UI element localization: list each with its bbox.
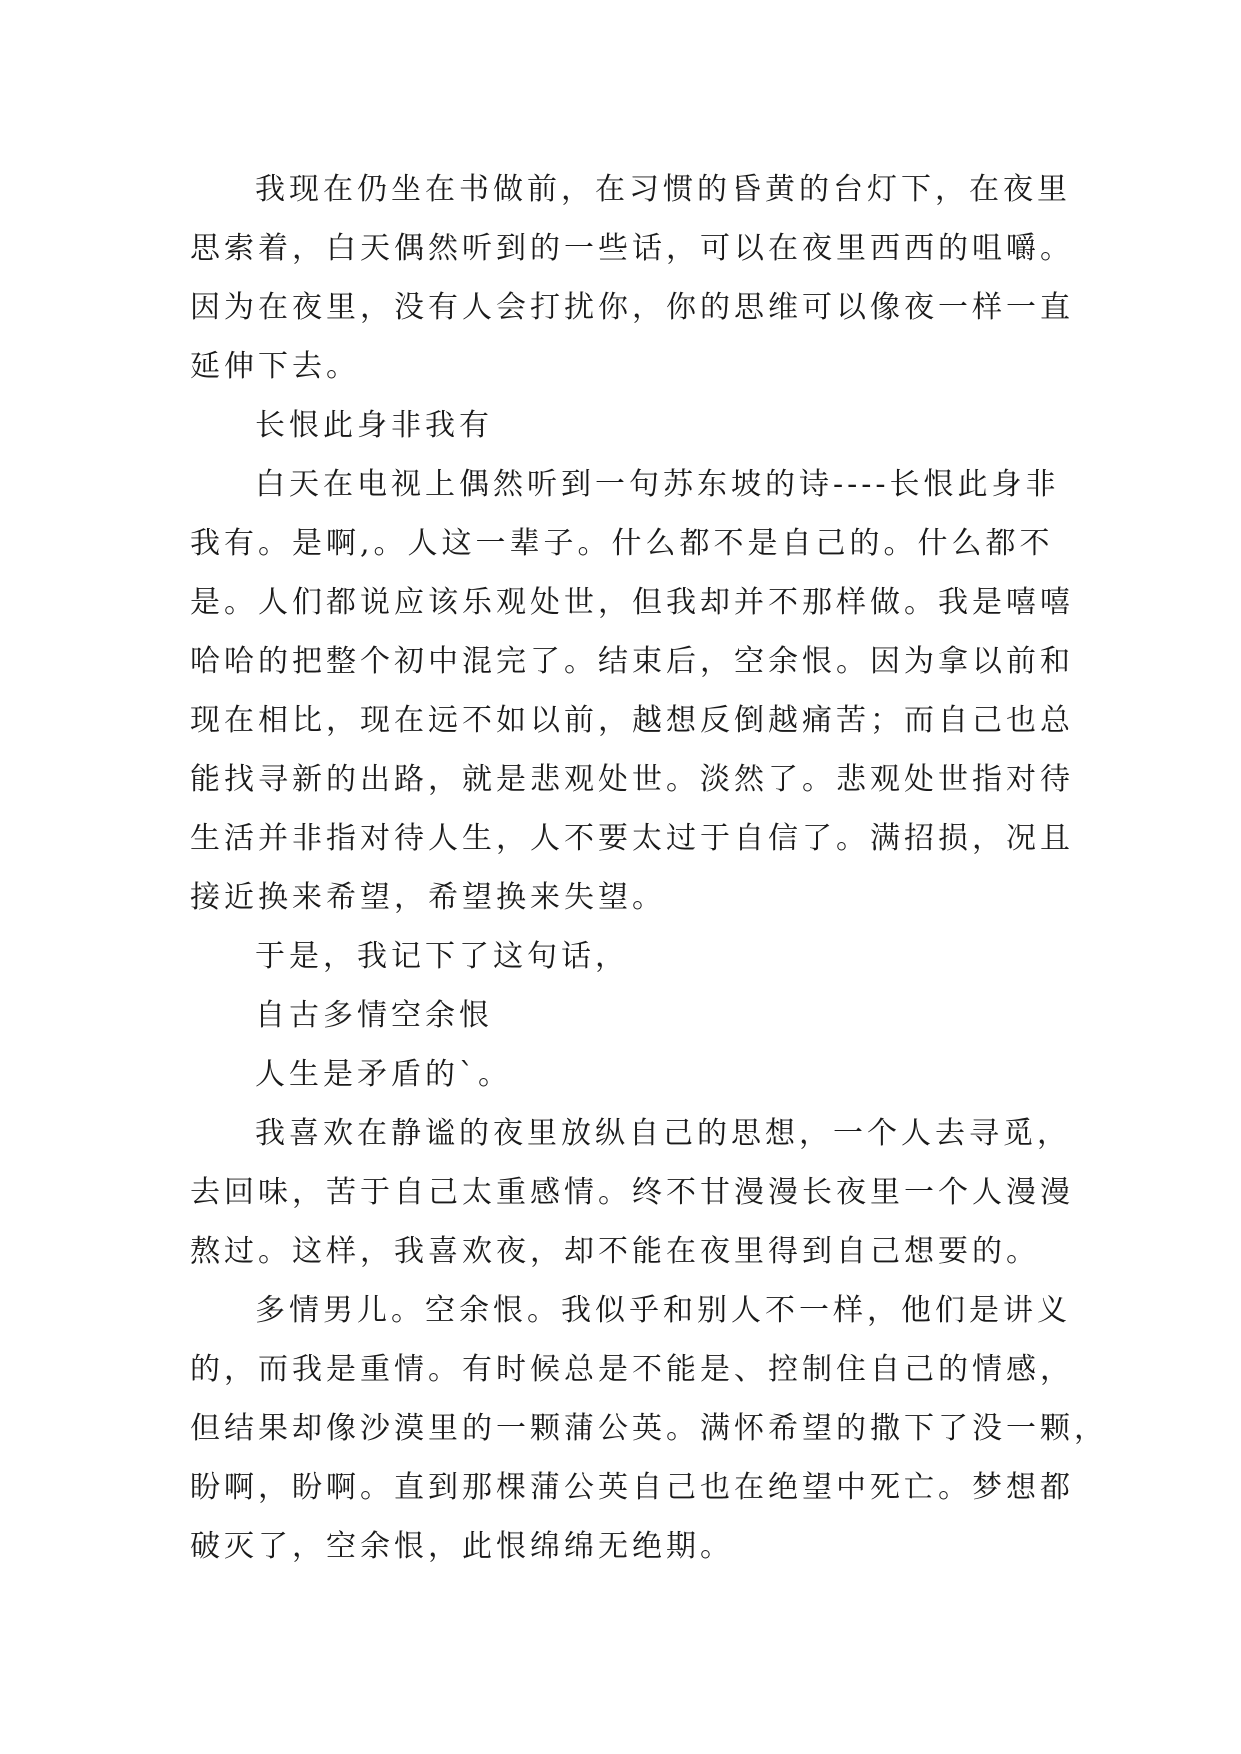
body-text	[190, 160, 1108, 1576]
text-line: 延伸下去。	[190, 349, 360, 384]
text-line: 熬过。这样，我喜欢夜，却不能在夜里得到自己想要的。	[190, 1234, 1040, 1269]
text-line: 现在相比，现在远不如以前，越想反倒越痛苦；而自己也总	[190, 703, 1074, 738]
text-line: 思索着，白天偶然听到的一些话，可以在夜里西西的咀嚼。	[190, 231, 1074, 266]
text-line: 我现在仍坐在书做前，在习惯的昏黄的台灯下，在夜里	[255, 172, 1071, 207]
text-line: 哈哈的把整个初中混完了。结束后，空余恨。因为拿以前和	[190, 644, 1074, 679]
text-line: 于是，我记下了这句话，	[255, 939, 629, 974]
text-line: 白天在电视上偶然听到一句苏东坡的诗----长恨此身非	[255, 467, 1060, 502]
text-line: 自古多情空余恨	[255, 998, 493, 1033]
text-line: 长恨此身非我有	[255, 408, 493, 443]
text-line: 去回味，苦于自己太重感情。终不甘漫漫长夜里一个人漫漫	[190, 1175, 1074, 1210]
text-line: 我有。是啊,。人这一辈子。什么都不是自己的。什么都不	[190, 526, 1054, 561]
text-line: 是。人们都说应该乐观处世，但我却并不那样做。我是嘻嘻	[190, 585, 1074, 620]
text-line: 因为在夜里，没有人会打扰你，你的思维可以像夜一样一直	[190, 290, 1074, 325]
text-line: 但结果却像沙漠里的一颗蒲公英。满怀希望的撒下了没一颗，	[190, 1411, 1108, 1446]
text-line: 的，而我是重情。有时候总是不能是、控制住自己的情感，	[190, 1352, 1074, 1387]
text-line: 我喜欢在静谧的夜里放纵自己的思想，一个人去寻觅，	[255, 1116, 1071, 1151]
text-line: 能找寻新的出路，就是悲观处世。淡然了。悲观处世指对待	[190, 762, 1074, 797]
text-line: 接近换来希望，希望换来失望。	[190, 880, 666, 915]
text-line: 人生是矛盾的`。	[255, 1057, 512, 1092]
text-line: 破灭了，空余恨，此恨绵绵无绝期。	[190, 1529, 734, 1564]
text-line: 生活并非指对待人生，人不要太过于自信了。满招损，况且	[190, 821, 1074, 856]
text-line: 多情男儿。空余恨。我似乎和别人不一样，他们是讲义	[255, 1293, 1071, 1328]
text-line: 盼啊，盼啊。直到那棵蒲公英自己也在绝望中死亡。梦想都	[190, 1470, 1074, 1505]
